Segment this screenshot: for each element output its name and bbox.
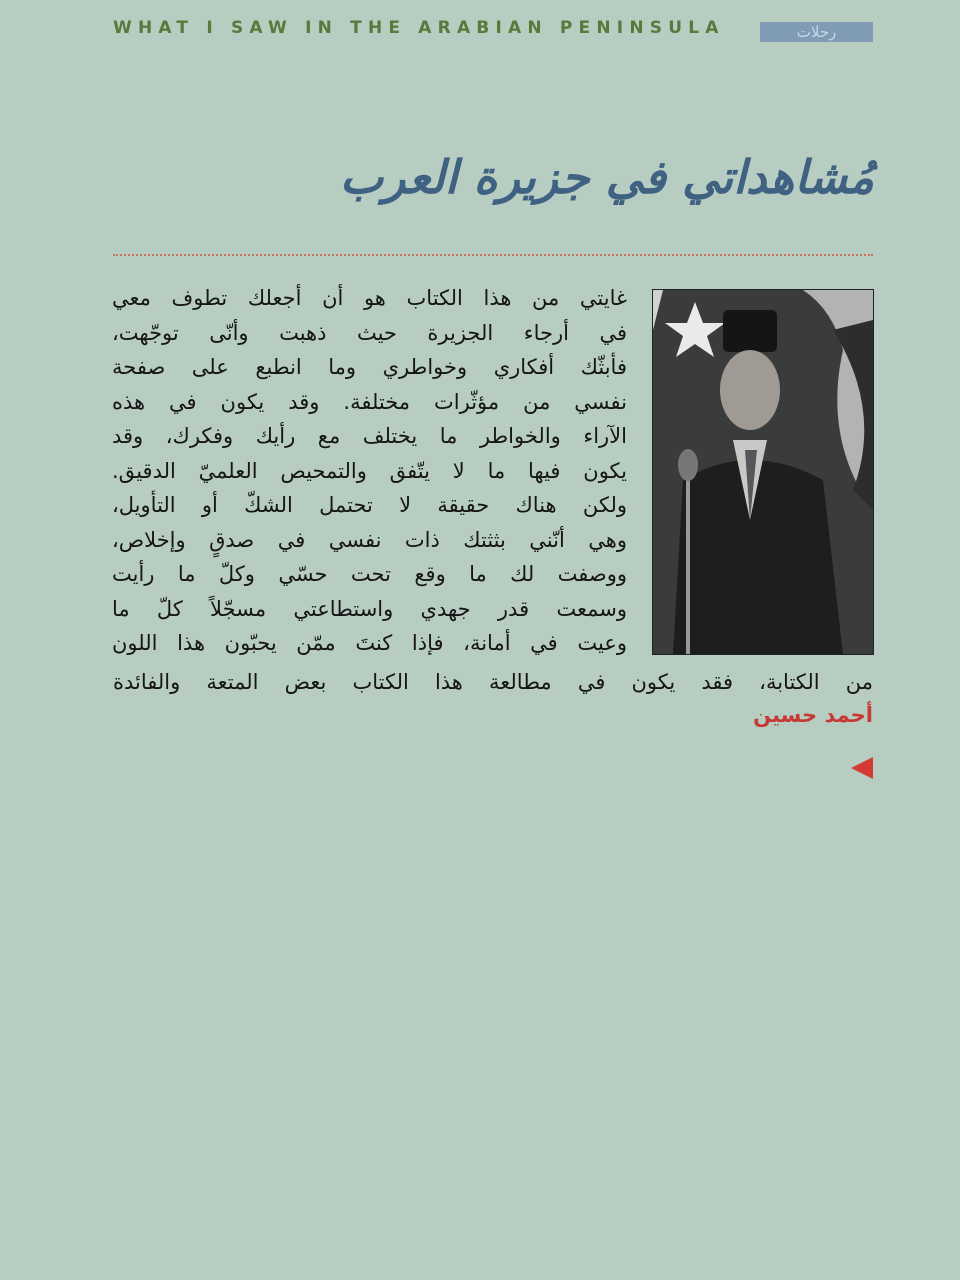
body-last-line: من الكتابة، فقد يكون في مطالعة هذا الكتاب بعض المتعة والفائدة bbox=[113, 670, 873, 694]
body-line: ووصفت لك ما وقع تحت حسّي وكلّ ما رأيت bbox=[112, 562, 627, 586]
article-body bbox=[112, 281, 627, 661]
body-line: يكون فيها ما لا يتّفق والتمحيص العلميّ الدقيق. bbox=[112, 458, 627, 483]
body-line: وعيت في أمانة، فإذا كنتَ ممّن يحبّون هذا اللون bbox=[112, 631, 627, 655]
body-line: فأبثّك أفكاري وخواطري وما انطبع على صفحة bbox=[112, 355, 627, 379]
body-line: وسمعت قدر جهدي واستطاعتي مسجّلاً كلّ ما bbox=[112, 596, 627, 621]
body-line: وهي أنّني بثثتك ذات نفسي في صدقٍ وإخلاص، bbox=[112, 527, 627, 552]
section-tag: رحلات bbox=[760, 22, 873, 42]
author-photo bbox=[652, 289, 874, 655]
article-title: مُشاهداتي في جزيرة العرب bbox=[339, 150, 874, 204]
body-line: نفسي من مؤثّرات مختلفة. وقد يكون في هذه bbox=[112, 389, 627, 414]
body-line: في أرجاء الجزيرة حيث ذهبت وأنّى توجّهت، bbox=[112, 320, 627, 345]
title-divider bbox=[113, 254, 873, 256]
body-line: ولكن هناك حقيقة لا تحتمل الشكّ أو التأويل، bbox=[112, 493, 627, 517]
body-line: الآراء والخواطر ما يختلف مع رأيك وفكرك، وقد bbox=[112, 424, 627, 448]
author-name: أحمد حسين bbox=[753, 703, 873, 727]
series-title: WHAT I SAW IN THE ARABIAN PENINSULA bbox=[113, 18, 725, 38]
body-line: غايتي من هذا الكتاب هو أن أجعلك تطوف معي bbox=[112, 286, 627, 310]
next-page-arrow-icon[interactable] bbox=[851, 757, 873, 779]
